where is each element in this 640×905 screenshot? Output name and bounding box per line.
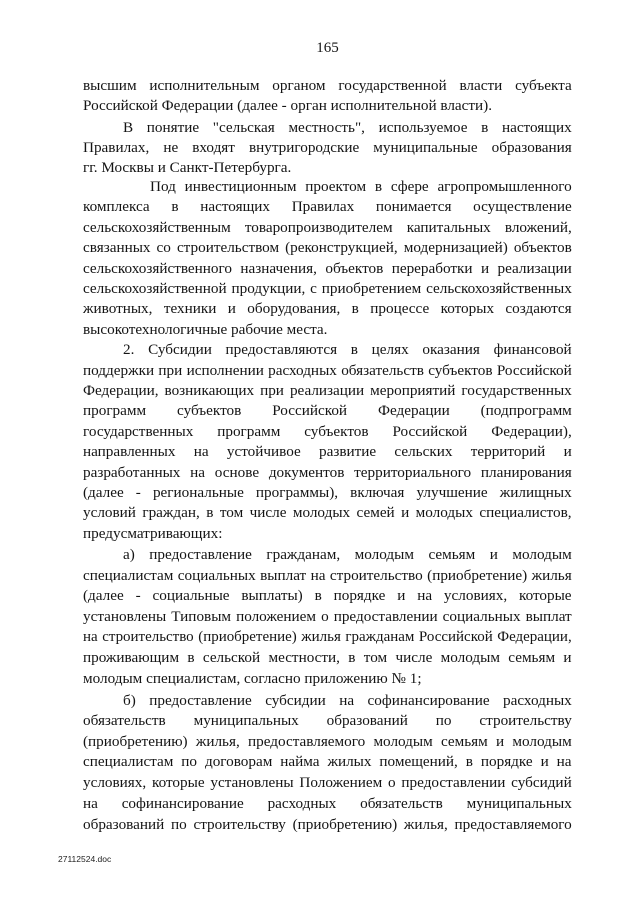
- text-line: (приобретению) жилья, предоставляемого молодым семьям и молодым: [83, 733, 572, 750]
- text-line: гг. Москвы и Санкт-Петербурга.: [83, 159, 292, 176]
- text-line: направленных на устойчивое развитие сельских территорий и: [83, 443, 572, 460]
- text-line: Российской Федерации (далее - орган исполнительной власти).: [83, 97, 493, 114]
- text-line: предусматривающих:: [83, 525, 223, 542]
- text-line: условий граждан, в том числе молодых семей и молодых специалистов,: [83, 504, 572, 521]
- text-line: комплекса в настоящих Правилах понимается осуществление: [83, 198, 572, 215]
- text-line: установлены Типовым положением о предоставлении социальных выплат: [83, 608, 572, 625]
- text-line: обязательств муниципальных образований по строительству: [83, 712, 572, 729]
- text-line: проживающим в сельской местности, в том числе молодым семьям и: [83, 649, 572, 666]
- text-line: сельскохозяйственной продукции, с приобретением сельскохозяйственных: [83, 280, 572, 297]
- text-line: поддержки при исполнении расходных обязательств субъектов Российской: [83, 362, 572, 379]
- file-name-footer: 27112524.doc: [58, 854, 112, 864]
- text-line: 2. Субсидии предоставляются в целях оказания финансовой: [123, 341, 572, 358]
- text-line: условиях, которые установлены Положением о предоставлении субсидий: [83, 774, 572, 791]
- text-line: специалистам социальных выплат на строительство (приобретение) жилья: [83, 567, 572, 584]
- text-line: а) предоставление гражданам, молодым семьям и молодым: [123, 546, 572, 563]
- text-line: высокотехнологичные рабочие места.: [83, 321, 328, 338]
- text-line: Под инвестиционным проектом в сфере агропромышленного: [150, 178, 572, 195]
- text-line: В понятие "сельская местность", используемое в настоящих: [123, 119, 572, 136]
- text-line: образований по строительству (приобретению) жилья, предоставляемого: [83, 816, 572, 833]
- text-line: высшим исполнительным органом государственной власти субъекта: [83, 77, 572, 94]
- text-line: б) предоставление субсидии на софинансирование расходных: [123, 692, 572, 709]
- text-line: на строительство (приобретение) жилья гражданам Российской Федерации,: [83, 629, 572, 645]
- text-line: животных, техники и оборудования, в процессе которых создаются: [83, 300, 572, 317]
- text-line: специалистам по договорам найма жилых помещений, в порядке и на: [83, 753, 572, 770]
- text-line: связанных со строительством (реконструкцией, модернизацией) объектов: [83, 239, 572, 256]
- text-line: Правилах, не входят внутригородские муниципальные образования: [83, 139, 572, 156]
- text-line: (далее - региональные программы), включая улучшение жилищных: [83, 484, 572, 501]
- page-number: 165: [316, 40, 339, 56]
- text-line: программ субъектов Российской Федерации (подпрограмм: [83, 402, 572, 419]
- text-line: на софинансирование расходных обязательств муниципальных: [83, 795, 572, 812]
- text-line: государственных программ субъектов Российской Федерации),: [83, 423, 572, 440]
- text-line: сельскохозяйственного назначения, объектов переработки и реализации: [83, 260, 572, 277]
- text-line: молодым специалистам, согласно приложению № 1;: [83, 670, 422, 687]
- text-line: Федерации, возникающих при реализации мероприятий государственных: [83, 382, 572, 399]
- text-line: разработанных на основе документов территориального планирования: [83, 464, 572, 481]
- text-line: сельскохозяйственным товаропроизводителем капитальных вложений,: [83, 219, 572, 236]
- text-line: (далее - социальные выплаты) в порядке и на условиях, которые: [83, 587, 572, 604]
